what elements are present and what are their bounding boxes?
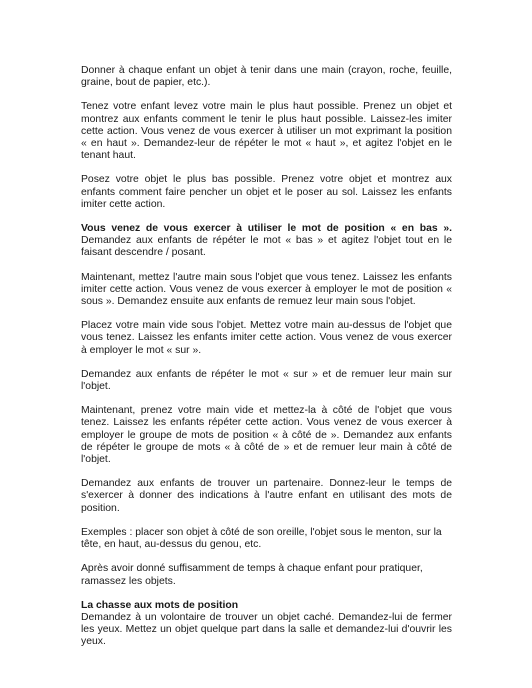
section-body: Demandez à un volontaire de trouver un objet caché. Demandez-lui de fermer les yeux. Mettez un objet quelque part dans la salle et demandez-lui d'ouvrir les yeux. (81, 611, 452, 648)
paragraph-partenaire: Demandez aux enfants de trouver un partenaire. Donnez-leur le temps de s'exercer à donner des indications à l'autre enfant en utilisant des mots de position. (81, 478, 452, 514)
paragraph-sur: Placez votre main vide sous l'objet. Mettez votre main au-dessus de l'objet que vous tenez. Laissez les enfants imiter cette action. Vous venez de vous exercer à employer le mot « sur ». (81, 320, 452, 356)
paragraph-en-bas-bold: Vous venez de vous exercer à utiliser le mot de position « en bas ». (81, 223, 452, 235)
paragraph-en-bas (81, 223, 452, 260)
paragraph-sous: Maintenant, mettez l'autre main sous l'objet que vous tenez. Laissez les enfants imiter cette action. Vous venez de vous exercer à employer le mot de position « sous ». Demandez ensuite aux enfants de remuez leur main sous l'objet. (81, 271, 452, 308)
paragraph-objects: Donner à chaque enfant un objet à tenir dans une main (crayon, roche, feuille, graine, bout de papier, etc.). (81, 65, 452, 89)
section-heading: La chasse aux mots de position (81, 599, 239, 611)
document-page (81, 65, 452, 649)
paragraph-exemples: Exemples : placer son objet à côté de son oreille, l'objet sous le menton, sur la tête, en haut, au-dessus du genou, etc. (81, 526, 442, 551)
paragraph-en-bas-text: Demandez aux enfants de répéter le mot « bas » et agitez l'objet tout en le faisant descendre / posant. (81, 235, 452, 259)
paragraph-en-haut: Tenez votre enfant levez votre main le plus haut possible. Prenez un objet et montrez aux enfants comment le tenir le plus haut possible. Laissez-les imiter cette action. Vous venez de vous exercer à utiliser un mot exprimant la position « en haut ». Demandez-leur de répéter le mot « haut », et agitez l'objet en le tenant haut. (81, 101, 452, 162)
paragraph-repeter-sur: Demandez aux enfants de répéter le mot « sur » et de remuer leur main sur l'objet. (81, 368, 452, 393)
paragraph-ramassez: Après avoir donné suffisamment de temps à chaque enfant pour pratiquer, ramassez les objets. (81, 563, 423, 587)
paragraph-a-cote: Maintenant, prenez votre main vide et mettez-la à côté de l'objet que vous tenez. Laissez les enfants répéter cette action. Vous venez de vous exercer à employer le groupe de mots de position « à côté de ». Demandez aux enfants de répéter le groupe de mots « à côté de » et de remuer leur main à côté de l'objet. (81, 405, 452, 466)
paragraph-poser: Posez votre objet le plus bas possible. Prenez votre objet et montrez aux enfants comment faire pencher un objet et le poser au sol. Laissez les enfants imiter cette action. (81, 174, 452, 210)
